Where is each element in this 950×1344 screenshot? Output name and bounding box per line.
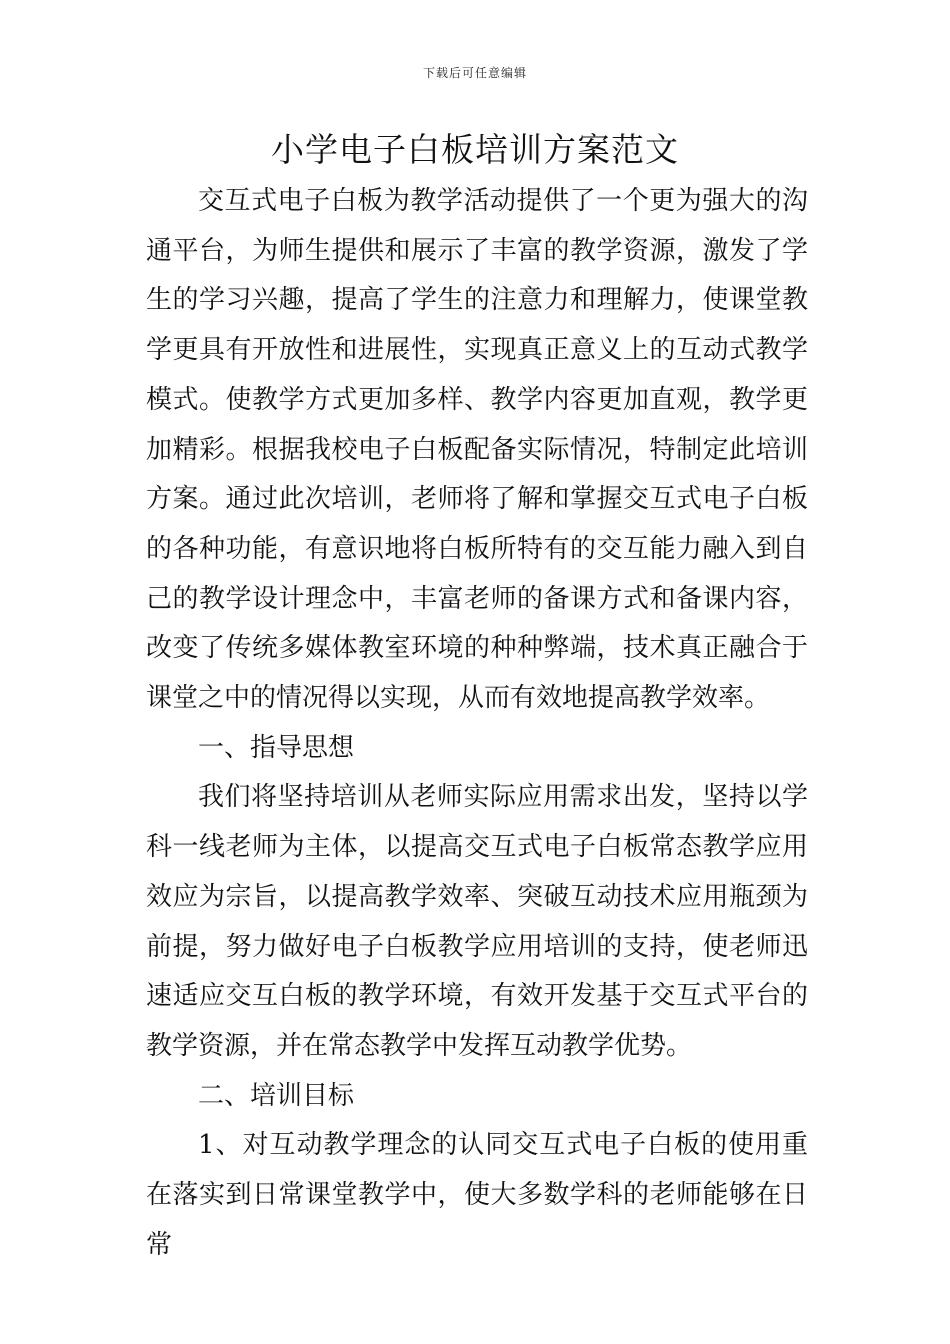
section-heading-training-goals: 二、培训目标	[198, 1080, 355, 1111]
section-heading-guiding-ideology: 一、指导思想	[198, 732, 355, 763]
document-body	[146, 177, 808, 1270]
intro-paragraph: 交互式电子白板为教学活动提供了一个更为强大的沟通平台，为师生提供和展示了丰富的教学资源，激发了学生的学习兴趣，提高了学生的注意力和理解力，使课堂教学更具有开放性和进展性，实现真正意义上的互动式教学模式。使教学方式更加多样、教学内容更加直观，教学更加精彩。根据我校电子白板配备实际情况，特制定此培训方案。通过此次培训，老师将了解和掌握交互式电子白板的各种功能，有意识地将白板所特有的交互能力融入到自己的教学设计理念中，丰富老师的备课方式和备课内容，改变了传统多媒体教室环境的种种弊端，技术真正融合于课堂之中的情况得以实现，从而有效地提高教学效率。	[146, 186, 808, 714]
document-title: 小学电子白板培训方案范文	[271, 130, 679, 169]
training-goal-1-paragraph: 1、对互动教学理念的认同交互式电子白板的使用重在落实到日常课堂教学中，使大多数学科的老师能够在日常	[146, 1130, 808, 1260]
header-note: 下载后可任意编辑	[422, 66, 527, 80]
guiding-ideology-paragraph: 我们将坚持培训从老师实际应用需求出发，坚持以学科一线老师为主体，以提高交互式电子白板常态教学应用效应为宗旨，以提高教学效率、突破互动技术应用瓶颈为前提，努力做好电子白板教学应用培训的支持，使老师迅速适应交互白板的教学环境，有效开发基于交互式平台的教学资源，并在常态教学中发挥互动教学优势。	[146, 782, 808, 1061]
